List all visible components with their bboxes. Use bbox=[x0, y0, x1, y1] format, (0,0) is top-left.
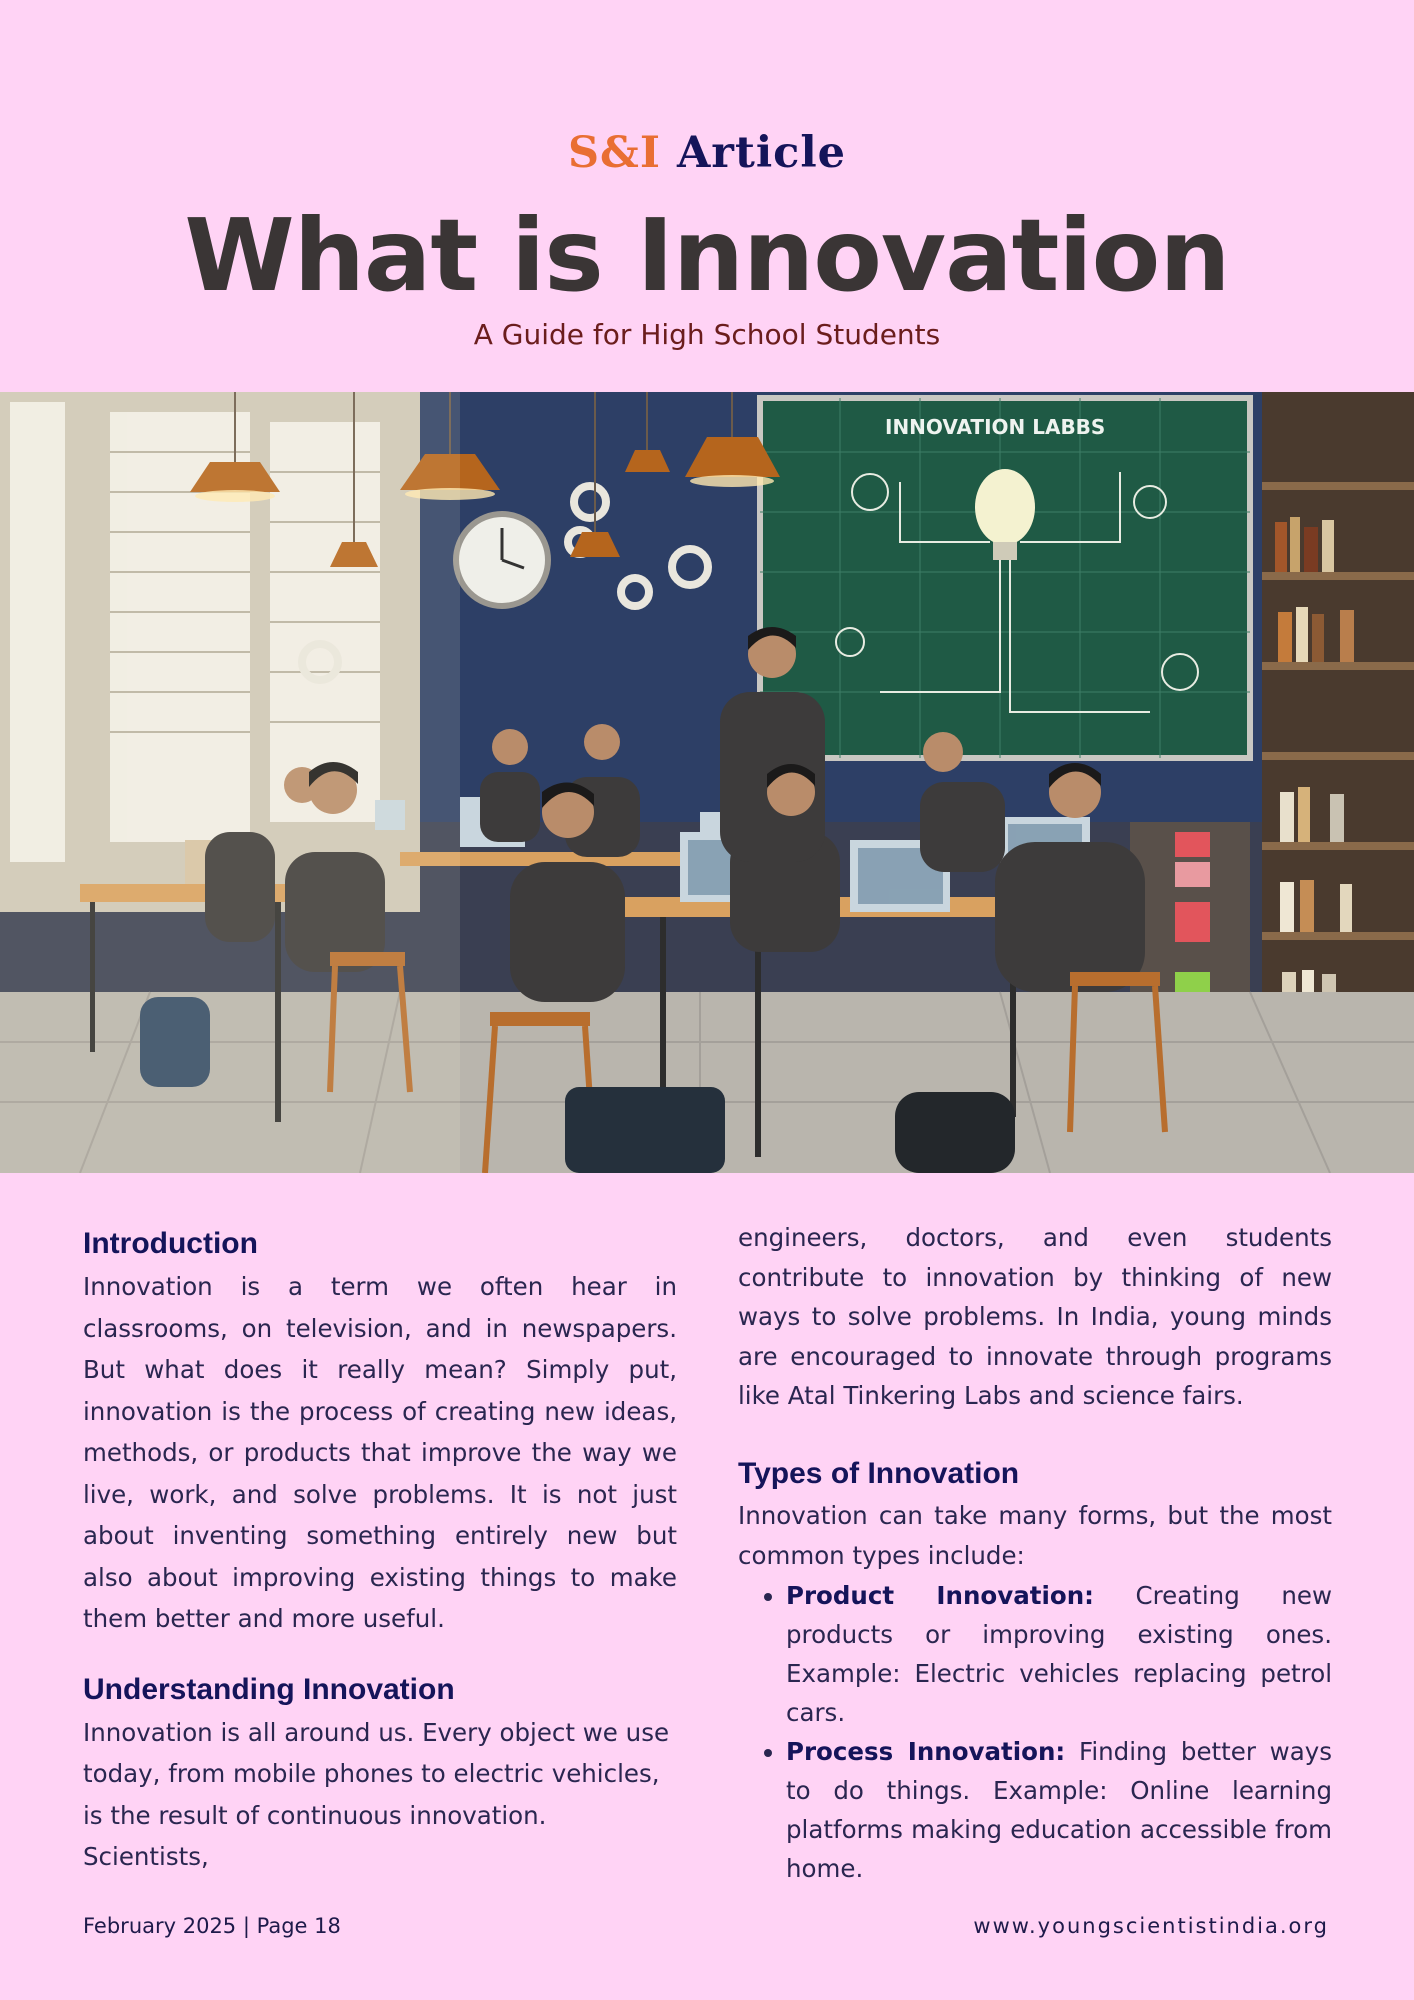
understanding-text-part2: engineers, doctors, and even students contribute to innovation by thinking of new ways to solve problems. In India, young minds are encouraged to innovate through programs like Atal Tinkering Labs and science fairs. bbox=[738, 1223, 1332, 1410]
understanding-text-part1: Innovation is all around us. Every object we use today, from mobile phones to electric vehicles, is the result of continuous innovation. Scientists, bbox=[83, 1717, 670, 1871]
types-list bbox=[738, 1576, 1332, 1888]
article-kicker bbox=[0, 128, 1414, 178]
right-column bbox=[738, 1222, 1332, 1888]
list-item-title: Product Innovation: bbox=[786, 1580, 1094, 1610]
list-item-title: Process Innovation: bbox=[786, 1736, 1066, 1766]
footer-separator: | bbox=[242, 1914, 250, 1938]
page-title: What is Innovation bbox=[184, 197, 1230, 314]
page-subtitle: A Guide for High School Students bbox=[473, 318, 941, 351]
board-label: INNOVATION LABBS bbox=[885, 415, 1106, 439]
left-column bbox=[83, 1222, 677, 1878]
list-item bbox=[786, 1732, 1332, 1888]
list-item-text: Creating new products or improving existing ones. Example: Electric vehicles replacing petrol cars. bbox=[786, 1580, 1332, 1727]
hero-image bbox=[0, 392, 1414, 1173]
understanding-heading: Understanding Innovation bbox=[83, 1672, 455, 1706]
introduction-text: Innovation is a term we often hear in classrooms, on television, and in newspapers. But what does it really mean? Simply put, innovation is the process of creating new ideas, methods, or products that improve the way we live, work, and solve problems. It is not just about inventing something entirely new but also about improving existing things to make them better and more useful. bbox=[83, 1272, 677, 1633]
classroom-illustration bbox=[0, 392, 1414, 1173]
footer-date: February 2025 bbox=[83, 1914, 237, 1938]
kicker-word: Article bbox=[676, 128, 847, 178]
footer-website-link[interactable]: www.youngscientistindia.org bbox=[973, 1914, 1329, 1938]
footer-date-page bbox=[83, 1914, 341, 1938]
list-item-text: Finding better ways to do things. Example: Online learning platforms making education accessible from home. bbox=[786, 1736, 1332, 1883]
introduction-heading: Introduction bbox=[83, 1227, 258, 1260]
brand-label: S&I bbox=[567, 128, 661, 178]
footer-page: Page 18 bbox=[256, 1914, 341, 1938]
article-header bbox=[0, 0, 1414, 392]
article-body bbox=[83, 1222, 1332, 1883]
types-heading: Types of Innovation bbox=[738, 1456, 1020, 1490]
types-intro: Innovation can take many forms, but the most common types include: bbox=[738, 1500, 1332, 1570]
list-item bbox=[786, 1576, 1332, 1732]
